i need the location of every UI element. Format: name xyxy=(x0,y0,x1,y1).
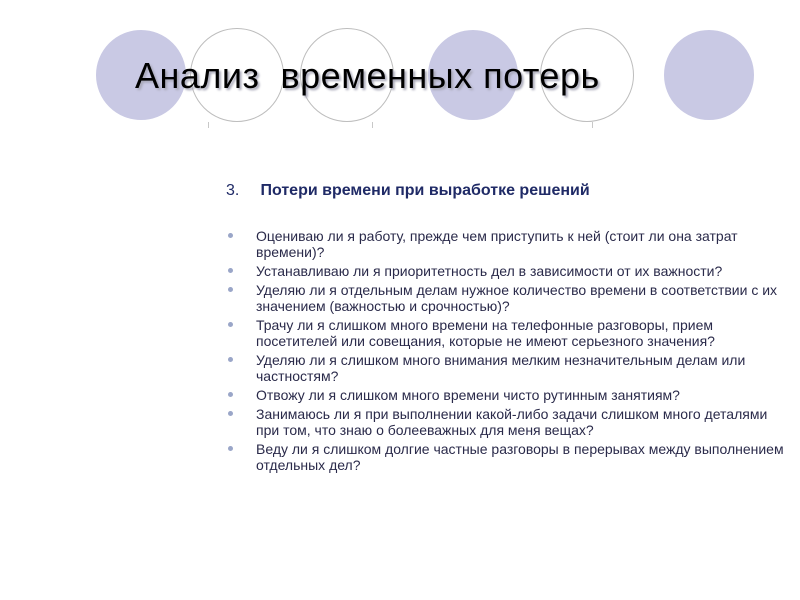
bullet-dot-icon xyxy=(228,357,233,362)
question-text: Уделяю ли я слишком много внимания мелким незначительным делам или частностям? xyxy=(256,352,746,384)
decor-tick-3 xyxy=(592,122,593,128)
question-text: Занимаюсь ли я при выполнении какой-либо задачи слишком много деталями при том, что знаю о болееважных для меня вещах? xyxy=(256,406,768,438)
section-heading xyxy=(226,182,590,200)
question-text: Уделяю ли я отдельным делам нужное количество времени в соответствии с их значением (важностью и срочностью)? xyxy=(256,282,778,314)
section-number: 3. xyxy=(226,182,240,199)
bullet-dot-icon xyxy=(228,392,233,397)
bullet-dot-icon xyxy=(228,287,233,292)
question-item xyxy=(228,387,788,403)
question-text: Оцениваю ли я работу, прежде чем приступить к ней (стоит ли она затрат времени)? xyxy=(256,228,738,260)
decor-circle-6 xyxy=(662,28,756,122)
bullet-dot-icon xyxy=(228,233,233,238)
question-text: Отвожу ли я слишком много времени чисто рутинным занятиям? xyxy=(256,387,680,403)
question-item xyxy=(228,263,788,279)
question-list xyxy=(228,228,788,476)
question-item xyxy=(228,406,788,438)
decor-tick-2 xyxy=(372,122,373,128)
decor-tick-1 xyxy=(208,122,209,128)
bullet-dot-icon xyxy=(228,322,233,327)
question-item xyxy=(228,317,788,349)
bullet-dot-icon xyxy=(228,446,233,451)
question-item xyxy=(228,228,788,260)
question-text: Веду ли я слишком долгие частные разговоры в перерывах между выполнением отдельных дел? xyxy=(256,441,784,473)
bullet-dot-icon xyxy=(228,411,233,416)
question-text: Устанавливаю ли я приоритетность дел в зависимости от их важности? xyxy=(256,263,723,279)
question-text: Трачу ли я слишком много времени на телефонные разговоры, прием посетителей или совещания, которые не имеют серьезного значения? xyxy=(256,317,715,349)
question-item xyxy=(228,352,788,384)
bullet-dot-icon xyxy=(228,268,233,273)
question-item xyxy=(228,441,788,473)
section-heading-text: Потери времени при выработке решений xyxy=(260,182,590,199)
slide-title: Анализ временных потерь xyxy=(135,55,600,96)
question-item xyxy=(228,282,788,314)
